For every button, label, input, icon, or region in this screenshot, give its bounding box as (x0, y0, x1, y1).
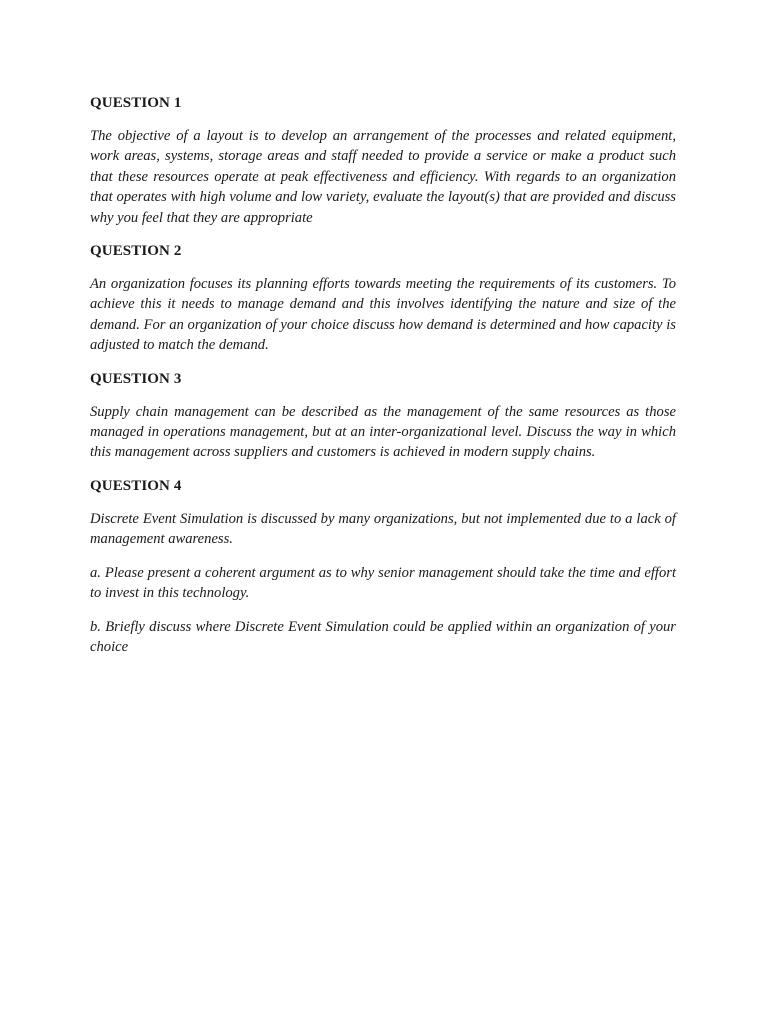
question-4-part-a-text: a. Please present a coherent argument as to why senior management should take the time and effort to invest in this technology. (90, 564, 676, 602)
question-1-section (90, 93, 676, 228)
question-4-heading: QUESTION 4 (90, 477, 182, 494)
question-3-text: Supply chain management can be described as the management of the same resources as those managed in operations management, but at an inter-organizational level. Discuss the way in which this management across suppliers and customers is achieved in modern supply chains. (90, 403, 676, 461)
question-2-heading: QUESTION 2 (90, 243, 182, 260)
question-4-intro-text: Discrete Event Simulation is discussed by many organizations, but not implemented due to a lack of management awareness. (90, 510, 676, 548)
question-4-part-b-text: b. Briefly discuss where Discrete Event Simulation could be applied within an organization of your choice (90, 618, 676, 655)
question-3-section (90, 369, 676, 463)
question-2-text: An organization focuses its planning efforts towards meeting the requirements of its customers. To achieve this it needs to manage demand and this involves identifying the nature and size of the demand. For an organization of your choice discuss how demand is determined and how capacity is adjusted to match the demand. (90, 276, 676, 354)
question-3-heading: QUESTION 3 (90, 370, 182, 387)
question-4-section (90, 476, 676, 657)
question-1-heading: QUESTION 1 (90, 95, 182, 111)
question-1-text: The objective of a layout is to develop an arrangement of the processes and related equipment, work areas, systems, storage areas and staff needed to provide a service or make a product such that these resources operate at peak effectiveness and efficiency. With regards to an organization that operates with high volume and low variety, evaluate the layout(s) that are provided and discuss why you feel that they are appropriate (90, 128, 676, 226)
question-2-section (90, 241, 676, 356)
document-page (90, 93, 676, 670)
